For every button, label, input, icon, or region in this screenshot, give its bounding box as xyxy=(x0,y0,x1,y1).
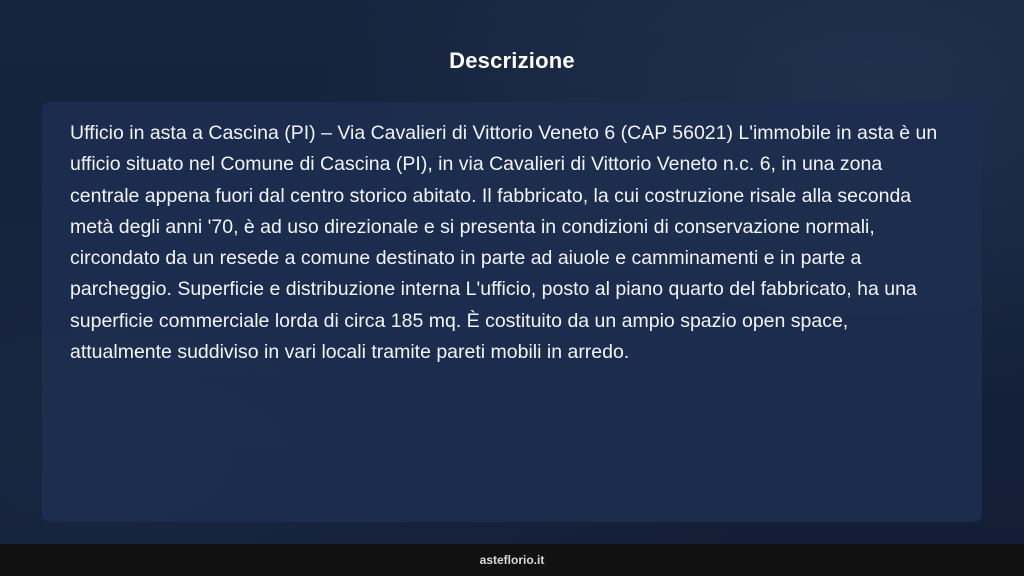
footer-site-label: asteflorio.it xyxy=(479,553,545,567)
description-text: Ufficio in asta a Cascina (PI) – Via Cavalieri di Vittorio Veneto 6 (CAP 56021) L'immobile in asta è un ufficio situato nel Comune di Cascina (PI), in via Cavalieri di Vittorio Veneto n.c. 6, in una zona centrale appena fuori dal centro storico abitato. Il fabbricato, la cui costruzione risale alla seconda metà degli anni '70, è ad uso direzionale e si presenta in condizioni di conservazione normali, circondato da un resede a comune destinato in parte ad aiuole e camminamenti e in parte a parcheggio. Superficie e distribuzione interna L'ufficio, posto al piano quarto del fabbricato, ha una superficie commerciale lorda di circa 185 mq. È costituito da un ampio spazio open space, attualmente suddiviso in vari locali tramite pareti mobili in arredo. xyxy=(70,122,938,364)
footer-bar xyxy=(0,544,1024,576)
description-panel xyxy=(42,102,982,522)
slide-title: Descrizione xyxy=(449,48,575,73)
